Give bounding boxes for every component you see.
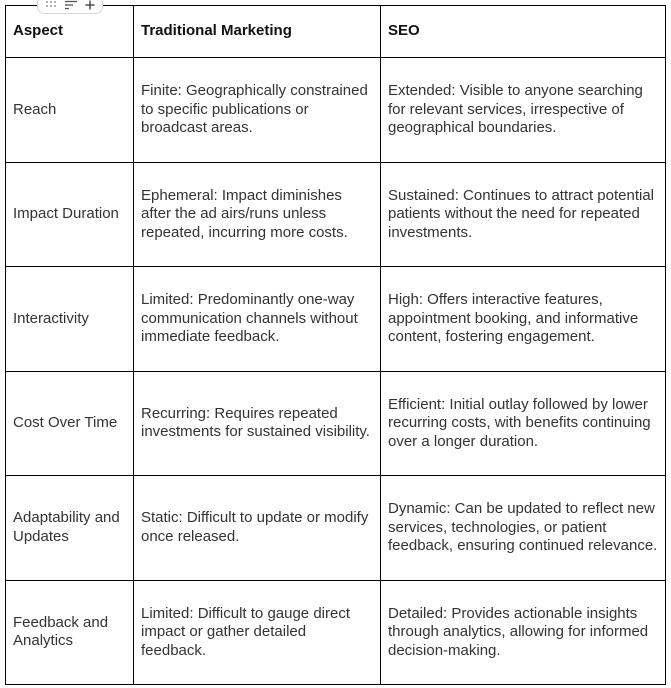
table-header-row [6, 6, 666, 58]
aspect-cell: Cost Over Time [6, 371, 134, 476]
header-traditional-marketing: Traditional Marketing [134, 6, 381, 58]
table-row [6, 371, 666, 476]
plus-icon[interactable] [85, 0, 95, 11]
seo-cell: High: Offers interactive features, appointment booking, and informative content, fostering engagement. [381, 267, 666, 372]
aspect-cell: Feedback and Analytics [6, 580, 134, 685]
header-seo: SEO [381, 6, 666, 58]
aspect-cell: Adaptability and Updates [6, 476, 134, 581]
traditional-cell: Static: Difficult to update or modify once released. [134, 476, 381, 581]
traditional-cell: Limited: Predominantly one-way communication channels without immediate feedback. [134, 267, 381, 372]
traditional-cell: Limited: Difficult to gauge direct impact or gather detailed feedback. [134, 580, 381, 685]
table-row [6, 162, 666, 267]
seo-cell: Sustained: Continues to attract potential patients without the need for repeated investments. [381, 162, 666, 267]
seo-cell: Efficient: Initial outlay followed by lower recurring costs, with benefits continuing over a longer duration. [381, 371, 666, 476]
aspect-cell: Impact Duration [6, 162, 134, 267]
table-row [6, 580, 666, 685]
traditional-cell: Finite: Geographically constrained to specific publications or broadcast areas. [134, 58, 381, 163]
sort-lines-icon[interactable] [65, 0, 77, 11]
seo-cell: Detailed: Provides actionable insights through analytics, allowing for informed decision-making. [381, 580, 666, 685]
aspect-cell: Interactivity [6, 267, 134, 372]
seo-cell: Dynamic: Can be updated to reflect new services, technologies, or patient feedback, ensuring continued relevance. [381, 476, 666, 581]
table-row [6, 267, 666, 372]
aspect-cell: Reach [6, 58, 134, 163]
table-row [6, 476, 666, 581]
traditional-cell: Recurring: Requires repeated investments for sustained visibility. [134, 371, 381, 476]
table-row [6, 58, 666, 163]
traditional-cell: Ephemeral: Impact diminishes after the ad airs/runs unless repeated, incurring more costs. [134, 162, 381, 267]
drag-handle-icon[interactable] [45, 0, 57, 11]
seo-cell: Extended: Visible to anyone searching for relevant services, irrespective of geographical boundaries. [381, 58, 666, 163]
header-aspect: Aspect [6, 6, 134, 58]
table-toolbar [37, 0, 103, 14]
comparison-table [5, 5, 666, 685]
